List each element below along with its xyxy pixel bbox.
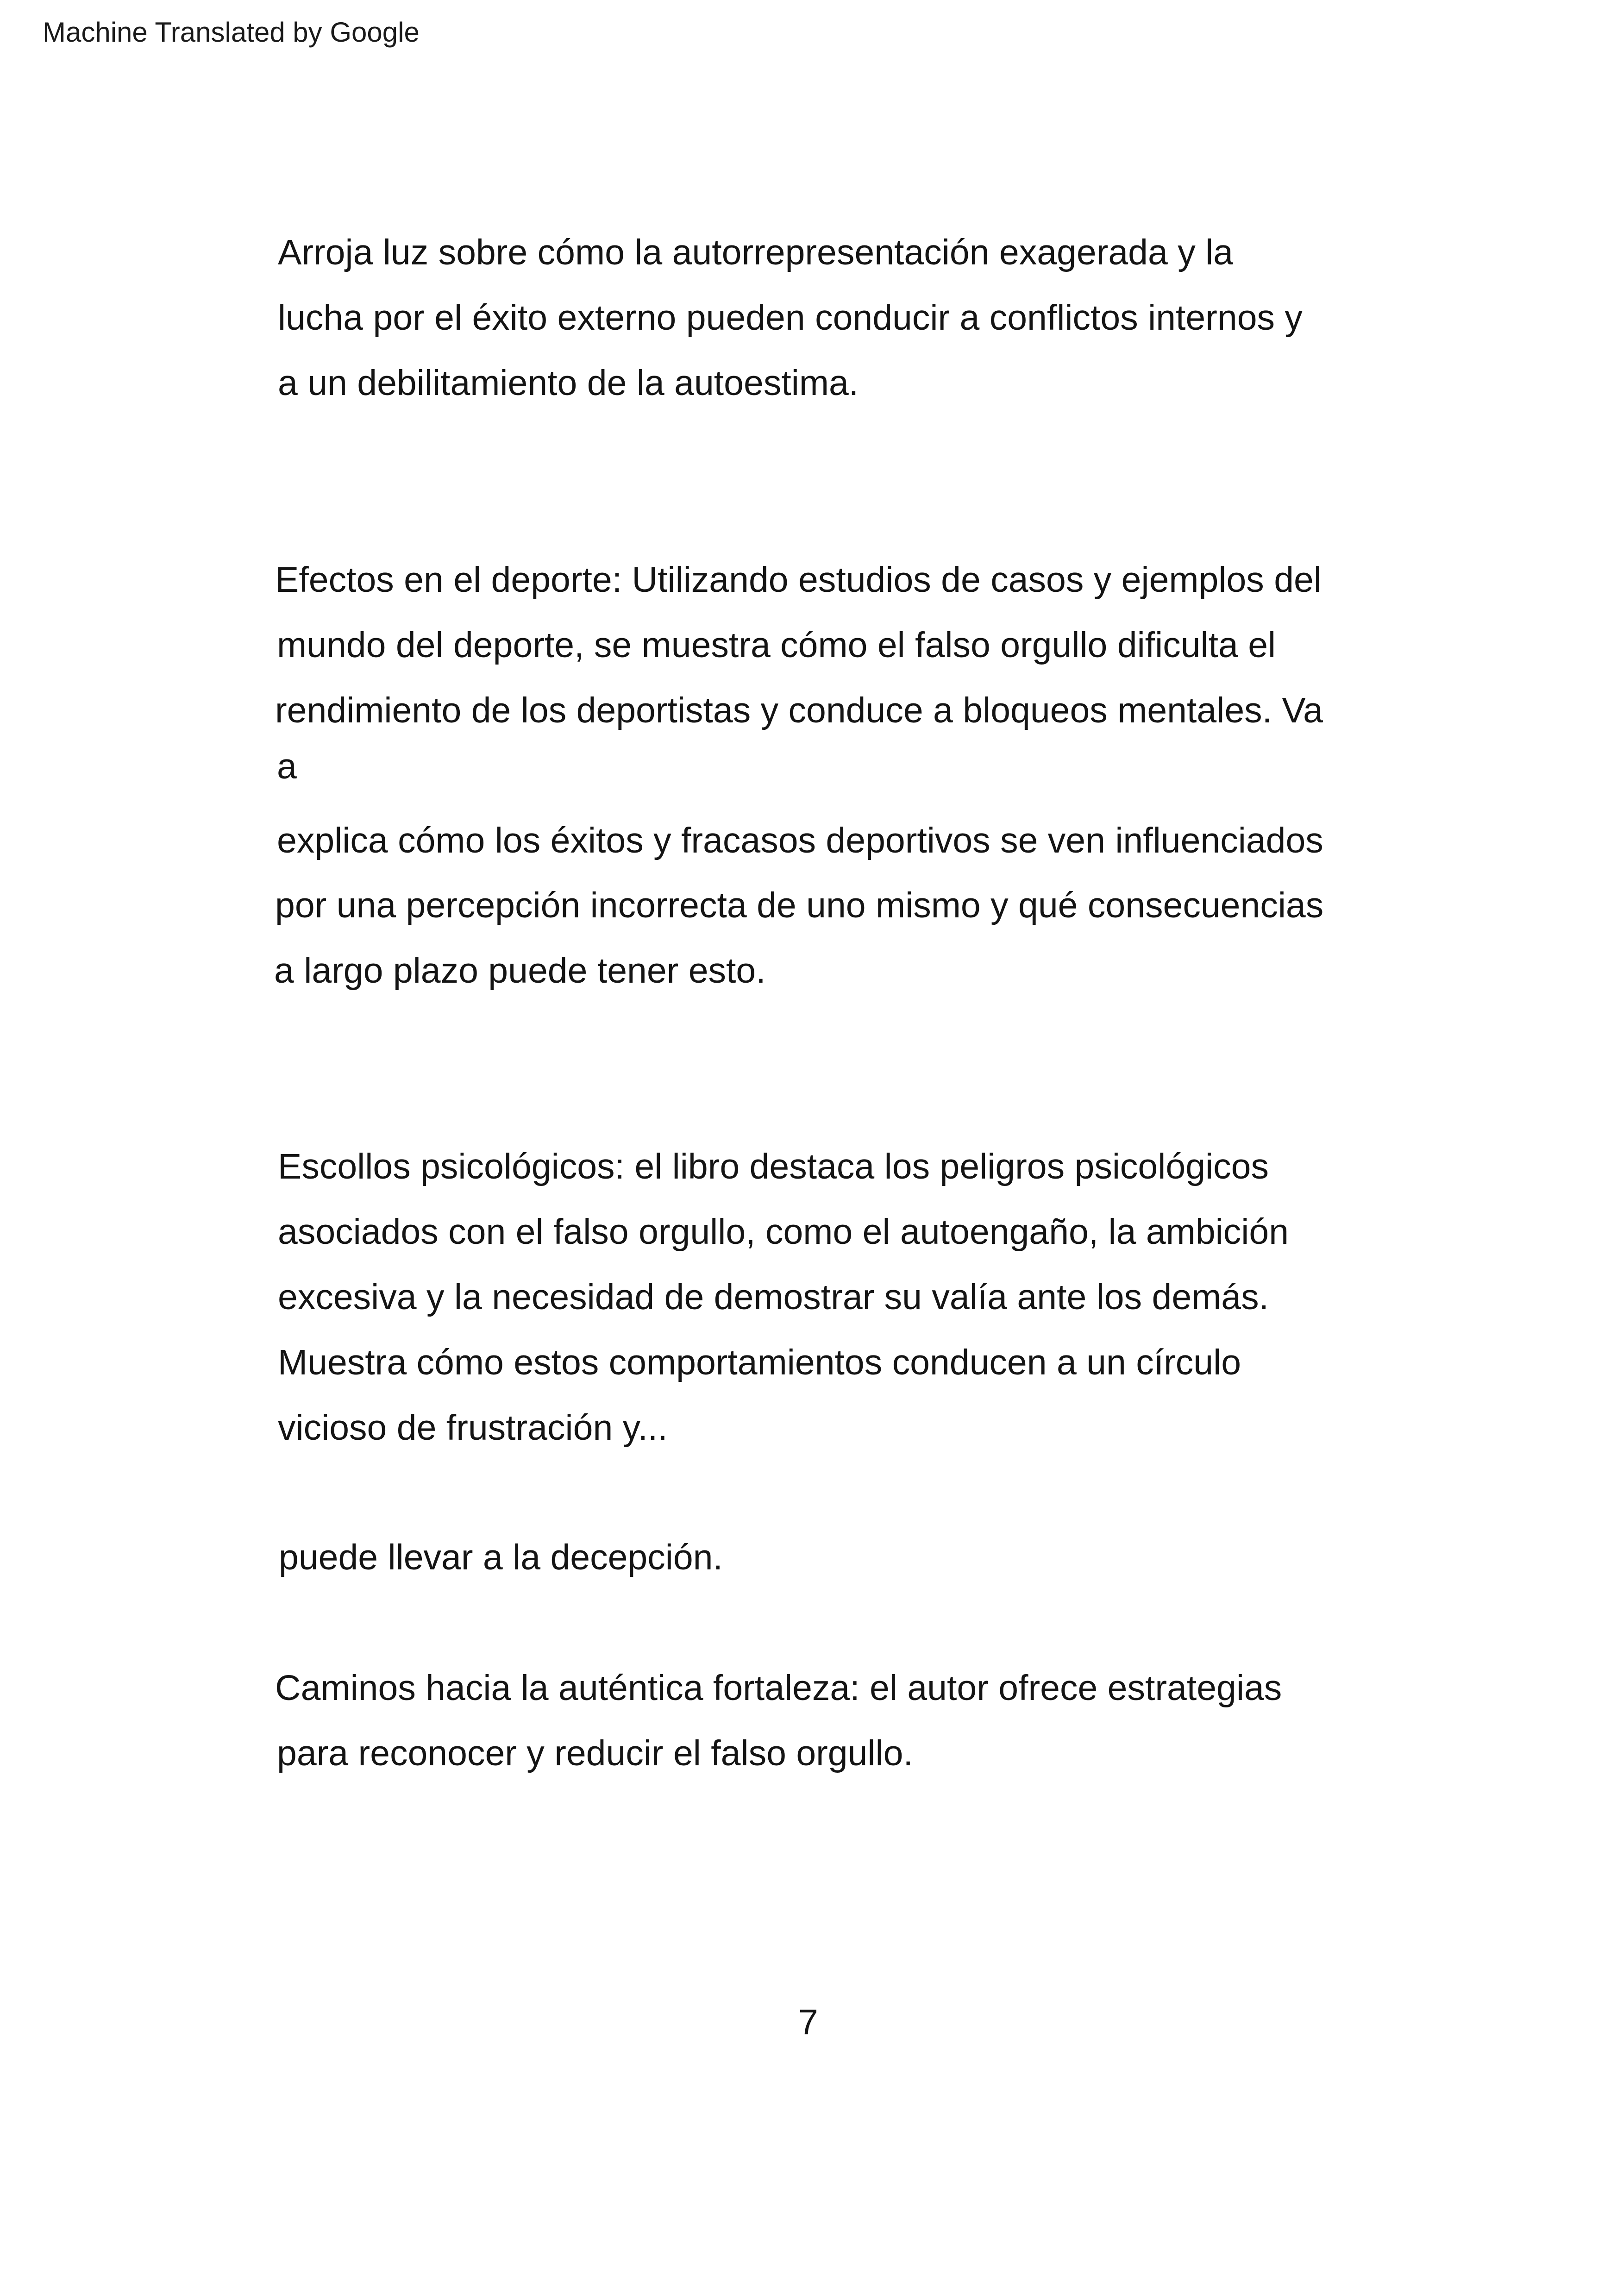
paragraph-2-line-7: a largo plazo puede tener esto. [274, 951, 766, 991]
paragraph-3-line-2: asociados con el falso orgullo, como el autoengaño, la ambición [278, 1212, 1289, 1252]
paragraph-1-line-1: Arroja luz sobre cómo la autorrepresentación exagerada y la [278, 232, 1234, 272]
paragraph-1-line-2: lucha por el éxito externo pueden conducir a conflictos internos y [278, 298, 1303, 338]
paragraph-4-line-1: puede llevar a la decepción. [279, 1537, 723, 1577]
page-number: 7 [798, 2002, 818, 2042]
paragraph-2-line-3: rendimiento de los deportistas y conduce a bloqueos mentales. Va [275, 690, 1323, 730]
paragraph-2-line-1: Efectos en el deporte: Utilizando estudios de casos y ejemplos del [275, 560, 1322, 600]
paragraph-5-line-1: Caminos hacia la auténtica fortaleza: el autor ofrece estrategias [275, 1668, 1282, 1708]
paragraph-3-line-4: Muestra cómo estos comportamientos conducen a un círculo [278, 1342, 1241, 1382]
paragraph-2-line-4: a [277, 747, 297, 786]
paragraph-2-line-6: por una percepción incorrecta de uno mismo y qué consecuencias [275, 885, 1324, 925]
paragraph-1-line-3: a un debilitamiento de la autoestima. [278, 363, 859, 403]
paragraph-3-line-1: Escollos psicológicos: el libro destaca los peligros psicológicos [278, 1147, 1269, 1186]
paragraph-2-line-2: mundo del deporte, se muestra cómo el falso orgullo dificulta el [277, 625, 1276, 665]
paragraph-2-line-5: explica cómo los éxitos y fracasos deportivos se ven influenciados [277, 821, 1323, 860]
machine-translation-note: Machine Translated by Google [43, 17, 420, 48]
paragraph-3-line-3: excesiva y la necesidad de demostrar su valía ante los demás. [278, 1277, 1269, 1317]
paragraph-3-line-5: vicioso de frustración y... [278, 1408, 668, 1448]
paragraph-5-line-2: para reconocer y reducir el falso orgullo. [277, 1733, 913, 1773]
